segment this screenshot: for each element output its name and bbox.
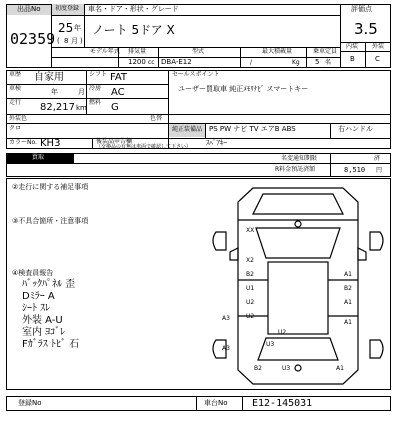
color-label: 外装色 [9, 115, 28, 122]
sales-points-text: ユーザー買取車 純正ﾒﾓﾘﾅﾋﾞ スマートキー [178, 85, 309, 93]
damage-mark: U3 [266, 341, 275, 348]
chassis-label: 車台No [204, 399, 228, 407]
damage-mark: U1 [246, 285, 255, 292]
equip-label: 純正装備品 [172, 126, 203, 133]
damage-mark: B2 [246, 271, 254, 278]
ac-label: 冷房 [89, 85, 102, 92]
color-code-label: カラーNo. [9, 139, 37, 146]
inspection-label: 車検 [9, 85, 22, 92]
reg-label: 初度登録 [55, 5, 80, 12]
color-change-label: 色替 [150, 115, 163, 122]
color-code-value: KH3 [40, 138, 61, 149]
sales-points-label: セールスポイント [172, 71, 220, 78]
recycle-value: 8,510 [344, 166, 366, 174]
inspector-item: ﾊﾞｯｸﾊﾟﾈﾙ 歪 [22, 279, 76, 290]
damage-mark: A3 [222, 345, 230, 352]
damage-mark: X2 [246, 257, 254, 264]
interior-label: 内装 [346, 43, 359, 50]
inspector-item: 室内 ﾖｺﾞﾚ [22, 327, 66, 338]
damage-mark: U2 [246, 313, 255, 320]
kind-value: 自家用 [34, 72, 64, 83]
footer-box [6, 396, 391, 411]
reg-month: 8 [64, 37, 69, 45]
inspector-item: 外装 A-U [22, 315, 63, 326]
inspector-report-title: ④検査員報告 [12, 269, 54, 277]
score-label: 評価点 [351, 5, 372, 13]
cc-value: 1200 [128, 58, 146, 66]
ac-value: AC [111, 87, 125, 98]
model-label: モデル年式 [90, 48, 120, 55]
car-diagram [208, 180, 388, 390]
equip-value: PS PW ナビ TV エアB ABS [209, 125, 296, 133]
damage-mark: U3 [282, 365, 291, 372]
lower-label: 後装品申告欄 [96, 138, 133, 145]
interior-grade: B [350, 55, 355, 63]
color-value: クロ [9, 125, 22, 132]
inspector-item: Fｶﾞﾗｽ ﾄﾋﾞ 石 [22, 339, 80, 350]
shift-label: シフト [89, 71, 108, 78]
lower-value: ｽﾍﾟｱｷｰ [206, 139, 227, 147]
capacity-label: 乗車定員 [313, 48, 338, 55]
defect-notes-title: ③不具合箇所・注意事項 [12, 217, 89, 225]
shift-value: FAT [110, 72, 128, 83]
mileage-label: 走行 [9, 99, 22, 106]
fuel-label: 燃料 [89, 99, 102, 106]
car-name: ノート 5ドア X [92, 23, 175, 37]
damage-mark: A1 [344, 299, 352, 306]
type-value: DBA-E12 [161, 58, 192, 66]
registration-label: 登録No [18, 399, 42, 407]
name-change-label: 名変通知期限 [281, 155, 318, 162]
running-notes-title: ②走行に関する補足事項 [12, 183, 89, 191]
recycle-label: R料金預託済額 [275, 166, 316, 173]
damage-mark: A3 [222, 315, 230, 322]
damage-mark: U2 [246, 299, 255, 306]
lower-sub: （交換品の有無は車両で確認して下さい） [96, 144, 192, 150]
damage-mark: U2 [278, 329, 287, 336]
exterior-label: 外装 [372, 43, 385, 50]
damage-mark: A1 [344, 271, 352, 278]
capacity-value: 5 [315, 58, 320, 66]
kind-label: 車歴 [9, 71, 22, 78]
inspector-item: ｼｰﾄ ｽﾚ [22, 303, 51, 314]
damage-mark: A1 [344, 319, 352, 326]
damage-mark: B2 [254, 365, 262, 372]
lot-label: 出品No [17, 5, 41, 13]
damage-mark: A1 [336, 365, 344, 372]
damage-mark: B2 [344, 285, 352, 292]
lot-number: 02359 [10, 30, 56, 48]
mileage-value: 82,217 [40, 102, 75, 113]
exterior-grade: C [375, 55, 380, 63]
buy-label: 買取 [32, 154, 45, 161]
fuel-value: G [111, 102, 119, 113]
chassis-value: E12-145031 [252, 398, 313, 409]
score-value: 3.5 [354, 20, 378, 38]
inspector-item: Dﾐﾗｰ A [22, 291, 55, 302]
handle-value: 右ハンドル [338, 125, 373, 133]
car-label: 車名・ドア・形状・グレード [88, 5, 179, 13]
max-load-label: 最大積載量 [262, 48, 293, 55]
damage-mark: XX [246, 227, 255, 234]
type-label: 型式 [192, 48, 205, 55]
cc-label: 排気量 [128, 48, 147, 55]
deposit-label: 済 [374, 155, 381, 162]
reg-year: 25 [58, 21, 74, 35]
